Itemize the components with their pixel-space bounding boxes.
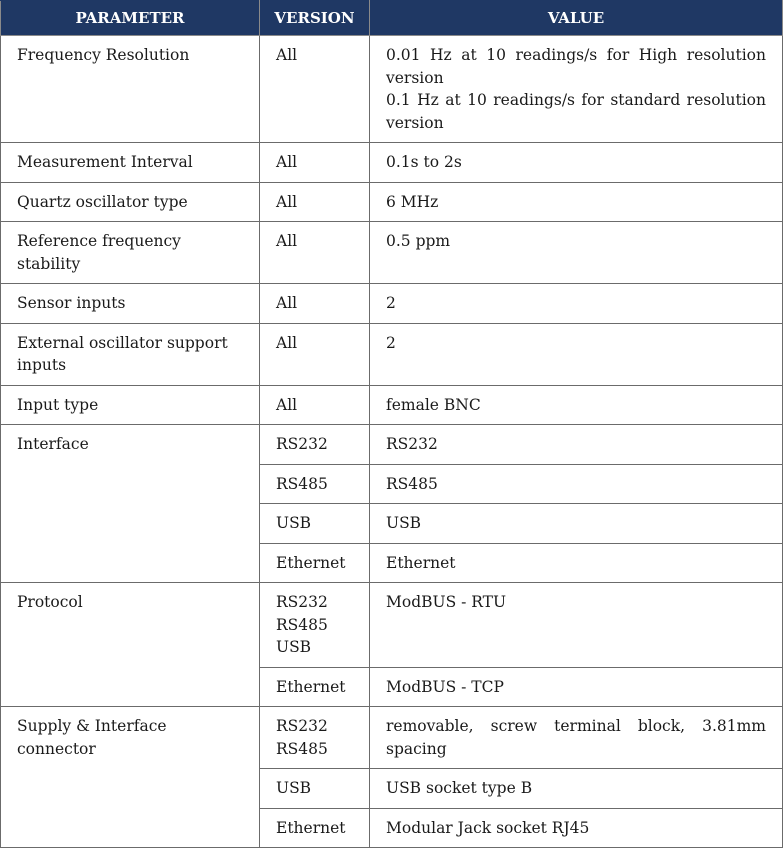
version-cell: All [260,323,370,385]
version-line: RS485 [276,615,328,634]
parameter-cell: Input type [1,385,260,425]
table-row [1,707,783,769]
version-line: RS232 [276,593,328,611]
value-line: 0.1 Hz at 10 readings/s for standard resolution version [386,91,766,132]
version-cell: RS232 [260,425,370,465]
value-cell: ModBUS - TCP [370,667,783,707]
parameter-cell: Sensor inputs [1,284,260,324]
version-cell: USB [260,504,370,544]
table-row [1,222,783,284]
value-cell: Ethernet [370,543,783,583]
value-cell: 2 [370,284,783,324]
version-cell: All [260,222,370,284]
value-cell: RS485 [370,464,783,504]
parameter-cell: External oscillator support inputs [1,323,260,385]
value-cell [370,36,783,143]
parameter-cell: Supply & Interface connector [1,707,260,848]
value-cell: ModBUS - RTU [370,583,783,668]
value-cell: 2 [370,323,783,385]
version-cell: RS485 [260,464,370,504]
table-row [1,182,783,222]
version-cell [260,583,370,668]
header-row [1,1,783,36]
value-cell: RS232 [370,425,783,465]
version-cell: All [260,182,370,222]
version-cell: USB [260,769,370,809]
version-cell [260,707,370,769]
version-line: USB [276,638,312,656]
value-line: 0.01 Hz at 10 readings/s for High resolution version [386,46,766,87]
table-row [1,385,783,425]
header-parameter: PARAMETER [1,1,260,36]
value-cell: Modular Jack socket RJ45 [370,808,783,848]
value-cell: female BNC [370,385,783,425]
header-value: VALUE [370,1,783,36]
parameter-cell: Reference frequency stability [1,222,260,284]
version-line: RS485 [276,739,328,758]
parameter-cell: Measurement Interval [1,143,260,183]
value-cell: 6 MHz [370,182,783,222]
value-cell: removable, screw terminal block, 3.81mm spacing [370,707,783,769]
table-row [1,36,783,143]
version-cell: Ethernet [260,667,370,707]
header-version: VERSION [260,1,370,36]
value-cell: 0.5 ppm [370,222,783,284]
table-row [1,323,783,385]
version-cell: All [260,36,370,143]
parameter-cell: Quartz oscillator type [1,182,260,222]
version-cell: Ethernet [260,543,370,583]
parameter-cell: Interface [1,425,260,583]
version-cell: All [260,143,370,183]
version-cell: Ethernet [260,808,370,848]
version-cell: All [260,385,370,425]
table-row [1,583,783,668]
parameter-cell: Protocol [1,583,260,707]
table-row [1,284,783,324]
parameter-cell: Frequency Resolution [1,36,260,143]
version-cell: All [260,284,370,324]
table-row [1,143,783,183]
value-cell: 0.1s to 2s [370,143,783,183]
value-cell: USB [370,504,783,544]
version-line: RS232 [276,717,328,735]
table-row [1,425,783,465]
value-cell: USB socket type B [370,769,783,809]
